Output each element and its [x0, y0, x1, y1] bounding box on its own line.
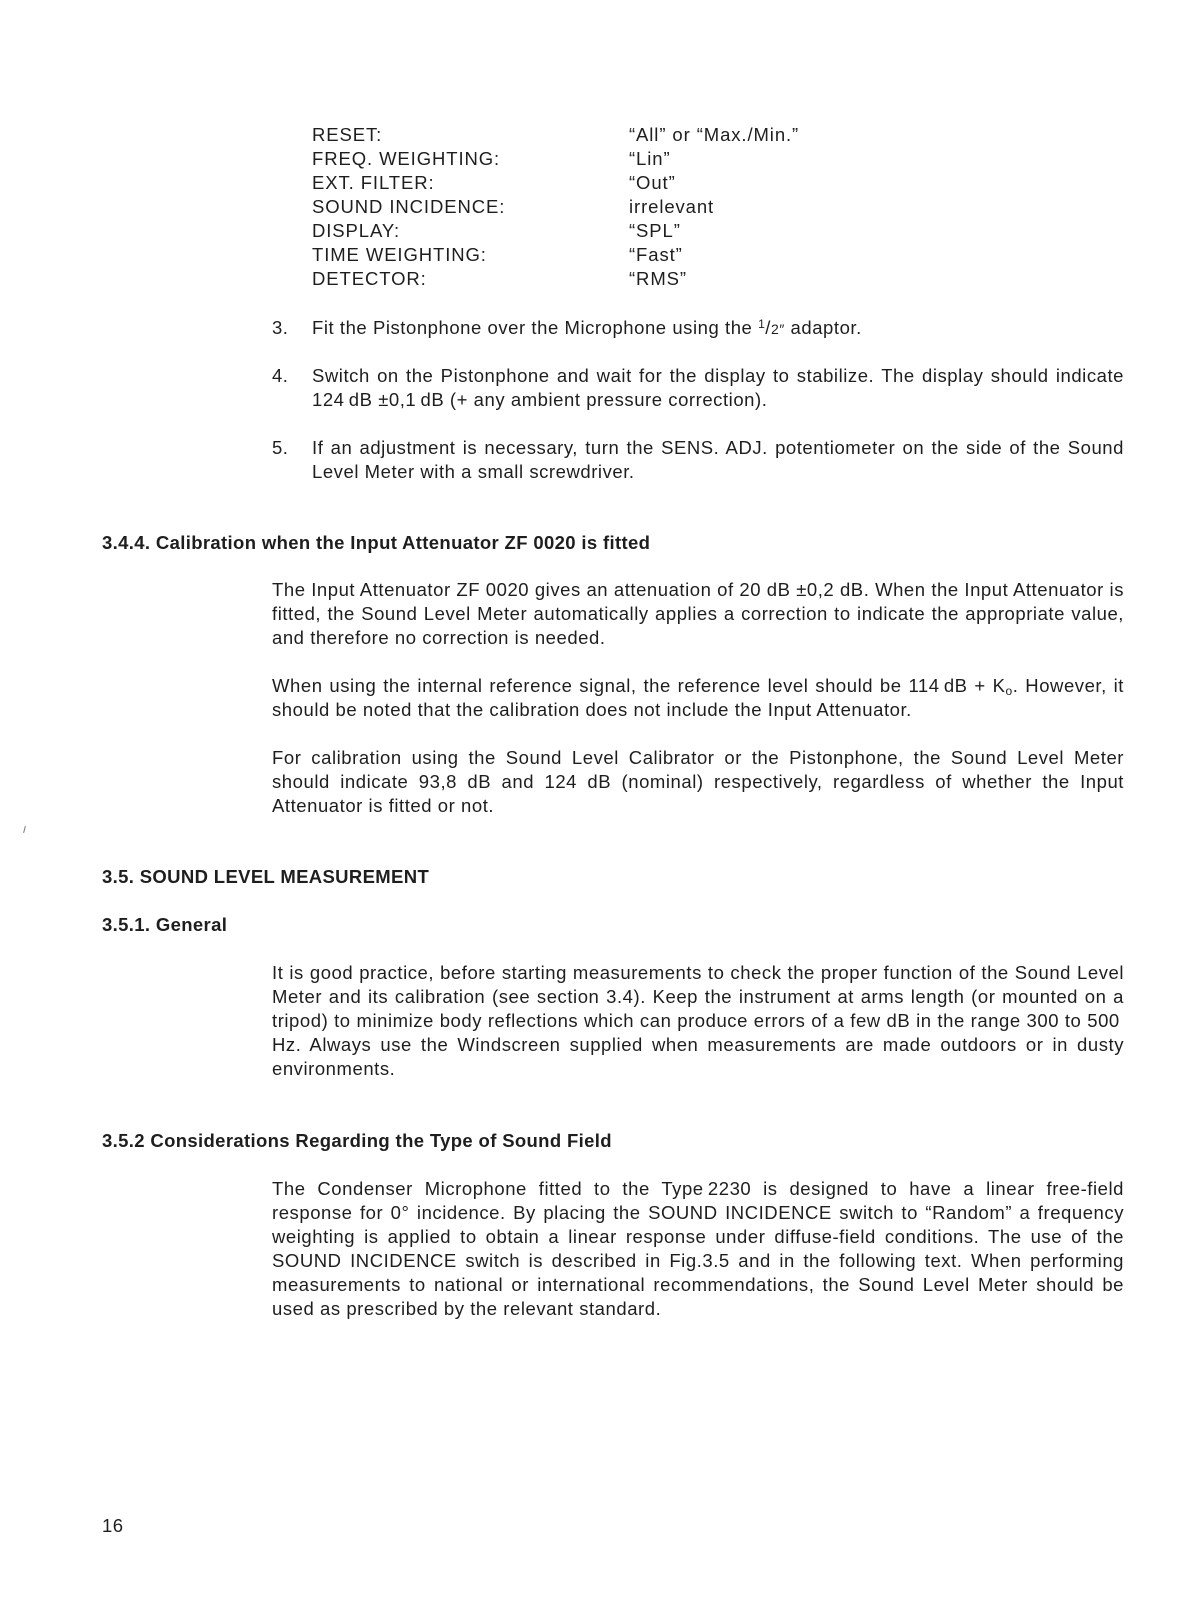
paragraph: The Input Attenuator ZF 0020 gives an attenuation of 20 dB ±0,2 dB. When the Input Attenuator is fitted, the Sound Level Meter automatically applies a correction to indicate the appropriate value, and therefore no correction is needed.	[272, 579, 1124, 648]
setting-value: irrelevant	[629, 196, 715, 217]
paragraph: The Condenser Microphone fitted to the Type 2230 is designed to have a linear free-field response for 0° incidence. By placing the SOUND INCIDENCE switch to “Random” a frequency weighting is applied to obtain a linear response under diffuse-field conditions. The use of the SOUND INCIDENCE switch is described in Fig.3.5 and in the following text. When performing measurements to national or international recommendations, the Sound Level Meter should be used as prescribed by the relevant standard.	[272, 1178, 1124, 1319]
setting-label: EXT. FILTER:	[312, 172, 435, 193]
section-heading-3-4-4: 3.4.4. Calibration when the Input Attenuator ZF 0020 is fitted	[102, 532, 651, 553]
stray-mark	[23, 826, 26, 833]
step-number: 4.	[272, 365, 289, 386]
step-number: 3.	[272, 317, 289, 338]
setting-label: DISPLAY:	[312, 220, 401, 241]
settings-row-freq-weighting	[312, 147, 872, 171]
step-text: If an adjustment is necessary, turn the SENS. ADJ. potentiometer on the side of the Sound Level Meter with a small screwdriver.	[312, 437, 1124, 482]
settings-row-time-weighting	[312, 243, 872, 267]
fraction-numerator: 1	[758, 317, 766, 331]
step-text: Switch on the Pistonphone and wait for the display to stabilize. The display should indicate 124 dB ±0,1 dB (+ any ambient pressure correction).	[312, 365, 1124, 410]
section-heading-3-5-1: 3.5.1. General	[102, 914, 228, 935]
setting-label: TIME WEIGHTING:	[312, 244, 487, 265]
setting-value: “RMS”	[629, 268, 687, 289]
setting-value: “Fast”	[629, 244, 683, 265]
page-number: 16	[102, 1515, 124, 1536]
fraction-denominator: 2″	[771, 321, 785, 337]
settings-row-sound-incidence	[312, 195, 872, 219]
settings-row-reset	[312, 123, 872, 147]
step-number: 5.	[272, 437, 289, 458]
section-heading-3-5: 3.5. SOUND LEVEL MEASUREMENT	[102, 866, 430, 887]
step-text-part: adaptor.	[784, 317, 862, 338]
setting-label: RESET:	[312, 124, 383, 145]
settings-row-detector	[312, 267, 872, 291]
setting-value: “Lin”	[629, 148, 671, 169]
paragraph	[272, 674, 1124, 722]
paragraph-part: When using the internal reference signal, the reference level should be 114 dB + K	[272, 675, 1006, 696]
section-heading-3-5-2: 3.5.2 Considerations Regarding the Type of Sound Field	[102, 1130, 612, 1151]
settings-list	[312, 123, 872, 291]
settings-row-ext-filter	[312, 171, 872, 195]
settings-row-display	[312, 219, 872, 243]
setting-value: “Out”	[629, 172, 676, 193]
setting-label: FREQ. WEIGHTING:	[312, 148, 501, 169]
setting-label: DETECTOR:	[312, 268, 427, 289]
setting-value: “All” or “Max./Min.”	[629, 124, 800, 145]
step-text: Fit the Pistonphone over the Microphone using the $^1$/2″ adaptor.	[312, 317, 862, 338]
subscript: o	[1005, 684, 1013, 698]
paragraph: It is good practice, before starting measurements to check the proper function of the Sound Level Meter and its calibration (see section 3.4). Keep the instrument at arms length (or mounted on a tripod) to minimize body reflections which can produce errors of a few dB in the range 300 to 500 Hz. Always use the Windscreen supplied when measurements are made outdoors or in dusty environments.	[272, 962, 1124, 1079]
setting-value: “SPL”	[629, 220, 681, 241]
paragraph-part: . However, it should be noted that the calibration does not include the Input Attenuator.	[272, 675, 1124, 720]
step-text-part: Fit the Pistonphone over the Microphone using the	[312, 317, 759, 338]
setting-label: SOUND INCIDENCE:	[312, 196, 506, 217]
paragraph: For calibration using the Sound Level Calibrator or the Pistonphone, the Sound Level Meter should indicate 93,8 dB and 124 dB (nominal) respectively, regardless of whether the Input Attenuator is fitted or not.	[272, 747, 1124, 816]
